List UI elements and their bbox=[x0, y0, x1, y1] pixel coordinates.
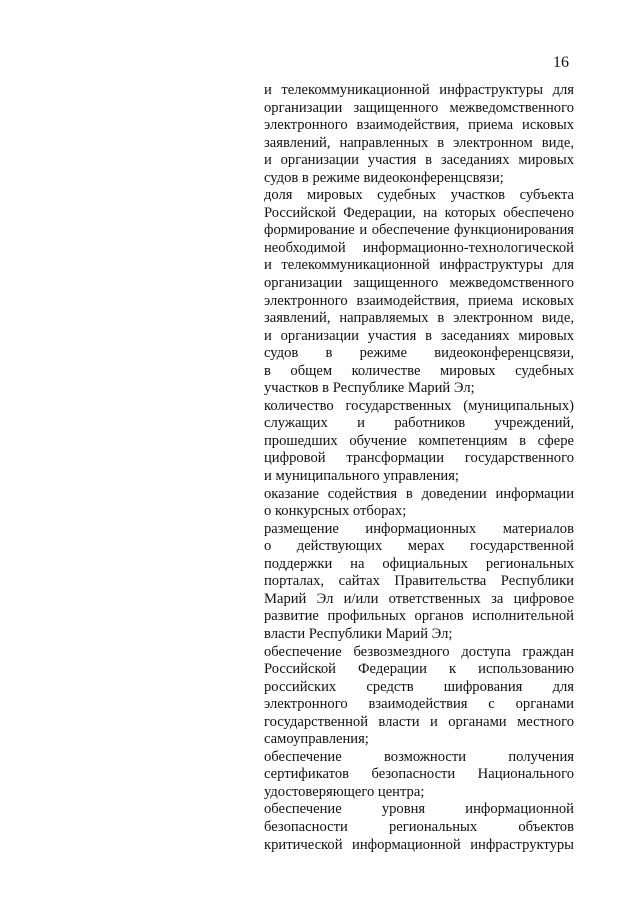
text-line: заявлений, направляемых в электронном виде, bbox=[264, 310, 574, 327]
text-line: порталах, сайтах Правительства Республики bbox=[264, 573, 574, 590]
text-line: электронного взаимодействия, приема исковых bbox=[264, 117, 574, 134]
text-line: количество государственных (муниципальных) bbox=[264, 397, 574, 414]
paragraph bbox=[264, 644, 574, 749]
text-line: судов в режиме видеоконференцсвязи, bbox=[264, 345, 574, 362]
text-line: и организации участия в заседаниях мировых bbox=[264, 327, 574, 344]
text-line: безопасности региональных объектов bbox=[264, 818, 574, 835]
text-line: сертификатов безопасности Национального bbox=[264, 766, 574, 783]
text-line: электронного взаимодействия с органами bbox=[264, 696, 574, 713]
text-line: поддержки на официальных региональных bbox=[264, 555, 574, 572]
paragraph bbox=[264, 187, 574, 398]
text-line: и телекоммуникационной инфраструктуры для bbox=[264, 82, 574, 98]
text-line: критической информационной инфраструктуры bbox=[264, 836, 574, 853]
text-line: в общем количестве мировых судебных bbox=[264, 362, 574, 379]
text-line: Российской Федерации, на которых обеспечено bbox=[264, 204, 574, 221]
paragraph bbox=[264, 398, 574, 486]
paragraph bbox=[264, 521, 574, 644]
document-body-text bbox=[264, 82, 574, 854]
text-line: и организации участия в заседаниях мировых bbox=[264, 152, 574, 169]
text-line: о конкурсных отборах; bbox=[264, 503, 407, 520]
paragraph bbox=[264, 801, 574, 854]
text-line: электронного взаимодействия, приема исковых bbox=[264, 292, 574, 309]
text-line: удостоверяющего центра; bbox=[264, 783, 425, 800]
text-line: участков в Республике Марий Эл; bbox=[264, 380, 475, 397]
text-line: обеспечение безвозмездного доступа граждан bbox=[264, 643, 574, 660]
text-line: организации защищенного межведомственного bbox=[264, 275, 574, 292]
text-line: организации защищенного межведомственного bbox=[264, 99, 574, 116]
paragraph bbox=[264, 82, 574, 187]
page-number: 16 bbox=[553, 54, 569, 71]
paragraph bbox=[264, 486, 574, 521]
text-line: оказание содействия в доведении информации bbox=[264, 485, 574, 502]
text-line: судов в режиме видеоконференцсвязи; bbox=[264, 169, 504, 186]
text-line: цифровой трансформации государственного bbox=[264, 450, 574, 467]
text-line: формирование и обеспечение функционирования bbox=[264, 222, 574, 239]
text-line: о действующих мерах государственной bbox=[264, 538, 574, 555]
text-line: служащих и работников учреждений, bbox=[264, 415, 574, 432]
text-line: Российской Федерации к использованию bbox=[264, 661, 574, 678]
text-line: доля мировых судебных участков субъекта bbox=[264, 187, 574, 204]
text-line: обеспечение уровня информационной bbox=[264, 801, 574, 818]
text-line: заявлений, направленных в электронном виде, bbox=[264, 134, 574, 151]
text-line: российских средств шифрования для bbox=[264, 678, 574, 695]
text-line: необходимой информационно-технологической bbox=[264, 239, 574, 256]
text-line: размещение информационных материалов bbox=[264, 520, 574, 537]
text-line: развитие профильных органов исполнительной bbox=[264, 608, 574, 625]
text-line: самоуправления; bbox=[264, 731, 369, 748]
text-line: и телекоммуникационной инфраструктуры для bbox=[264, 257, 574, 274]
paragraph bbox=[264, 749, 574, 802]
text-line: Марий Эл и/или ответственных за цифровое bbox=[264, 590, 574, 607]
text-line: прошедших обучение компетенциям в сфере bbox=[264, 432, 574, 449]
text-line: обеспечение возможности получения bbox=[264, 748, 574, 765]
text-line: власти Республики Марий Эл; bbox=[264, 625, 453, 642]
text-line: государственной власти и органами местного bbox=[264, 713, 574, 730]
text-line: и муниципального управления; bbox=[264, 468, 459, 485]
